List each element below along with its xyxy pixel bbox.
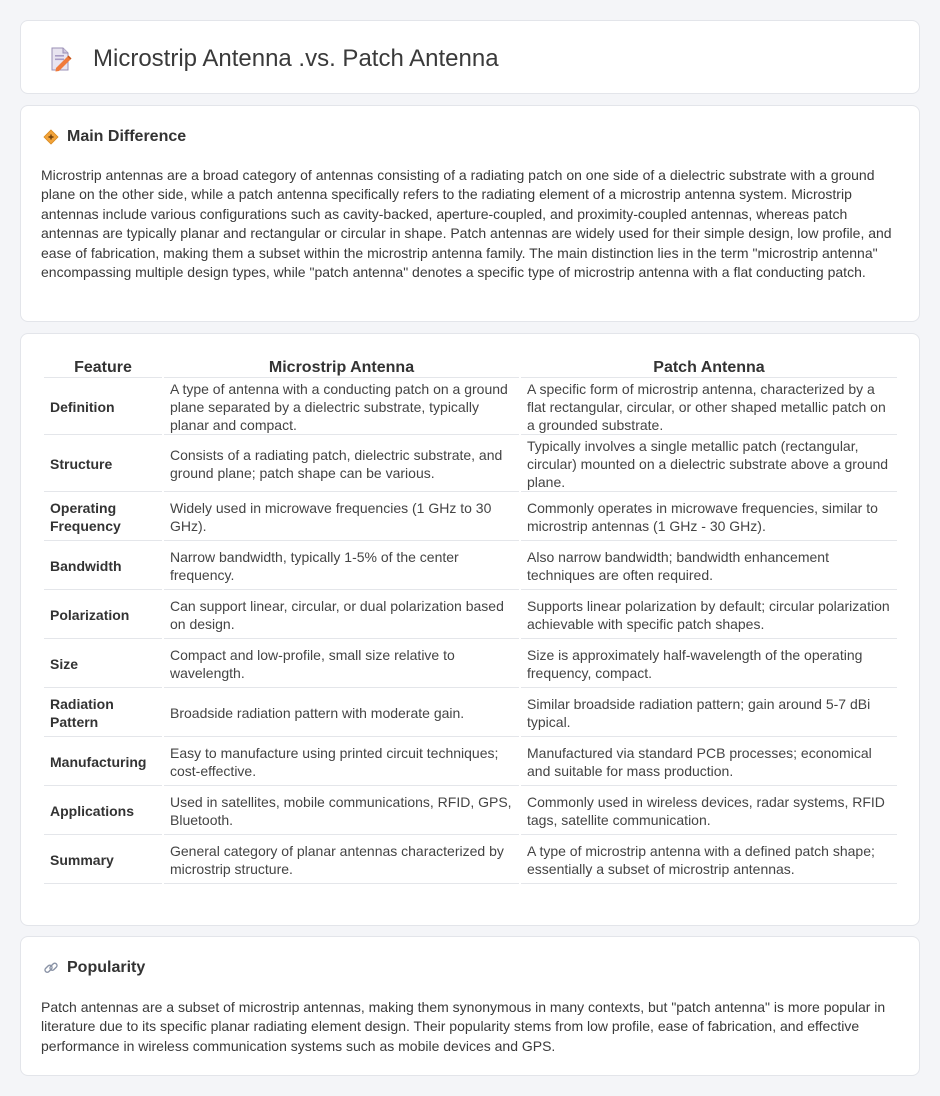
table-row bbox=[44, 543, 897, 590]
main-difference-heading: Main Difference bbox=[67, 128, 187, 145]
table-row bbox=[44, 641, 897, 688]
patch-cell: Typically involves a single metallic patch (rectangular, circular) mounted on a dielectric substrate above a ground plane. bbox=[521, 437, 897, 492]
table-row bbox=[44, 788, 897, 835]
popularity-card bbox=[20, 936, 920, 1076]
page-title: Microstrip Antenna .vs. Patch Antenna bbox=[93, 45, 499, 72]
table-row bbox=[44, 380, 897, 435]
patch-cell: Also narrow bandwidth; bandwidth enhancement techniques are often required. bbox=[521, 543, 897, 590]
feature-cell: Summary bbox=[44, 837, 162, 884]
patch-cell: Commonly operates in microwave frequencies, similar to microstrip antennas (1 GHz - 30 GHz). bbox=[521, 494, 897, 541]
patch-cell: A specific form of microstrip antenna, characterized by a flat rectangular, circular, or other shaped metallic patch on a grounded substrate. bbox=[521, 380, 897, 435]
diamond-sign-icon bbox=[43, 129, 59, 145]
link-icon bbox=[43, 960, 59, 976]
patch-cell: Similar broadside radiation pattern; gain around 5-7 dBi typical. bbox=[521, 690, 897, 737]
microstrip-cell: Used in satellites, mobile communications, RFID, GPS, Bluetooth. bbox=[164, 788, 519, 835]
microstrip-cell: Narrow bandwidth, typically 1-5% of the center frequency. bbox=[164, 543, 519, 590]
table-row bbox=[44, 690, 897, 737]
popularity-text: Patch antennas are a subset of microstrip antennas, making them synonymous in many contexts, but "patch antenna" is more popular in literature due to its specific planar radiating element design. Their popularity stems from low profile, ease of fabrication, and effective performance in wireless communication systems such as mobile devices and GPS. bbox=[41, 999, 886, 1054]
patch-cell: Commonly used in wireless devices, radar systems, RFID tags, satellite communication. bbox=[521, 788, 897, 835]
main-difference-text: Microstrip antennas are a broad category of antennas consisting of a radiating patch on one side of a dielectric substrate with a ground plane on the other side, while a patch antenna specifically refers to the radiating element of a microstrip antenna system. Microstrip antennas include various configurations such as cavity-backed, aperture-coupled, and proximity-coupled antennas, whereas patch antennas are typically planar and rectangular or circular in shape. Patch antennas are widely used for their simple design, low profile, and ease of fabrication, making them a subset within the microstrip antenna family. The main distinction lies in the term "microstrip antenna" encompassing multiple design types, while "patch antenna" denotes a specific type of microstrip antenna with a flat conducting patch. bbox=[41, 167, 892, 281]
microstrip-cell: Broadside radiation pattern with moderate gain. bbox=[164, 690, 519, 737]
patch-cell: Supports linear polarization by default; circular polarization achievable with specific patch shapes. bbox=[521, 592, 897, 639]
microstrip-cell: Widely used in microwave frequencies (1 GHz to 30 GHz). bbox=[164, 494, 519, 541]
document-edit-icon bbox=[47, 46, 73, 72]
popularity-heading: Popularity bbox=[67, 959, 146, 976]
feature-cell: Polarization bbox=[44, 592, 162, 639]
feature-cell: Size bbox=[44, 641, 162, 688]
feature-cell: Applications bbox=[44, 788, 162, 835]
feature-cell: Manufacturing bbox=[44, 739, 162, 786]
comparison-card bbox=[20, 333, 920, 926]
table-row bbox=[44, 494, 897, 541]
table-row bbox=[44, 739, 897, 786]
patch-cell: Size is approximately half-wavelength of the operating frequency, compact. bbox=[521, 641, 897, 688]
microstrip-column-header: Microstrip Antenna bbox=[164, 356, 519, 378]
feature-cell: Definition bbox=[44, 380, 162, 435]
feature-cell: Operating Frequency bbox=[44, 494, 162, 541]
main-difference-card bbox=[20, 105, 920, 322]
patch-cell: Manufactured via standard PCB processes; economical and suitable for mass production. bbox=[521, 739, 897, 786]
comparison-table bbox=[42, 354, 899, 886]
feature-column-header: Feature bbox=[44, 356, 162, 378]
patch-column-header: Patch Antenna bbox=[521, 356, 897, 378]
table-header-row bbox=[44, 356, 897, 378]
feature-cell: Radiation Pattern bbox=[44, 690, 162, 737]
microstrip-cell: A type of antenna with a conducting patch on a ground plane separated by a dielectric substrate, typically planar and compact. bbox=[164, 380, 519, 435]
microstrip-cell: General category of planar antennas characterized by microstrip structure. bbox=[164, 837, 519, 884]
table-row bbox=[44, 592, 897, 639]
microstrip-cell: Compact and low-profile, small size relative to wavelength. bbox=[164, 641, 519, 688]
microstrip-cell: Consists of a radiating patch, dielectric substrate, and ground plane; patch shape can be various. bbox=[164, 437, 519, 492]
table-row bbox=[44, 437, 897, 492]
microstrip-cell: Can support linear, circular, or dual polarization based on design. bbox=[164, 592, 519, 639]
table-row bbox=[44, 837, 897, 884]
header-card bbox=[20, 20, 920, 94]
microstrip-cell: Easy to manufacture using printed circuit techniques; cost-effective. bbox=[164, 739, 519, 786]
feature-cell: Bandwidth bbox=[44, 543, 162, 590]
feature-cell: Structure bbox=[44, 437, 162, 492]
patch-cell: A type of microstrip antenna with a defined patch shape; essentially a subset of microstrip antennas. bbox=[521, 837, 897, 884]
